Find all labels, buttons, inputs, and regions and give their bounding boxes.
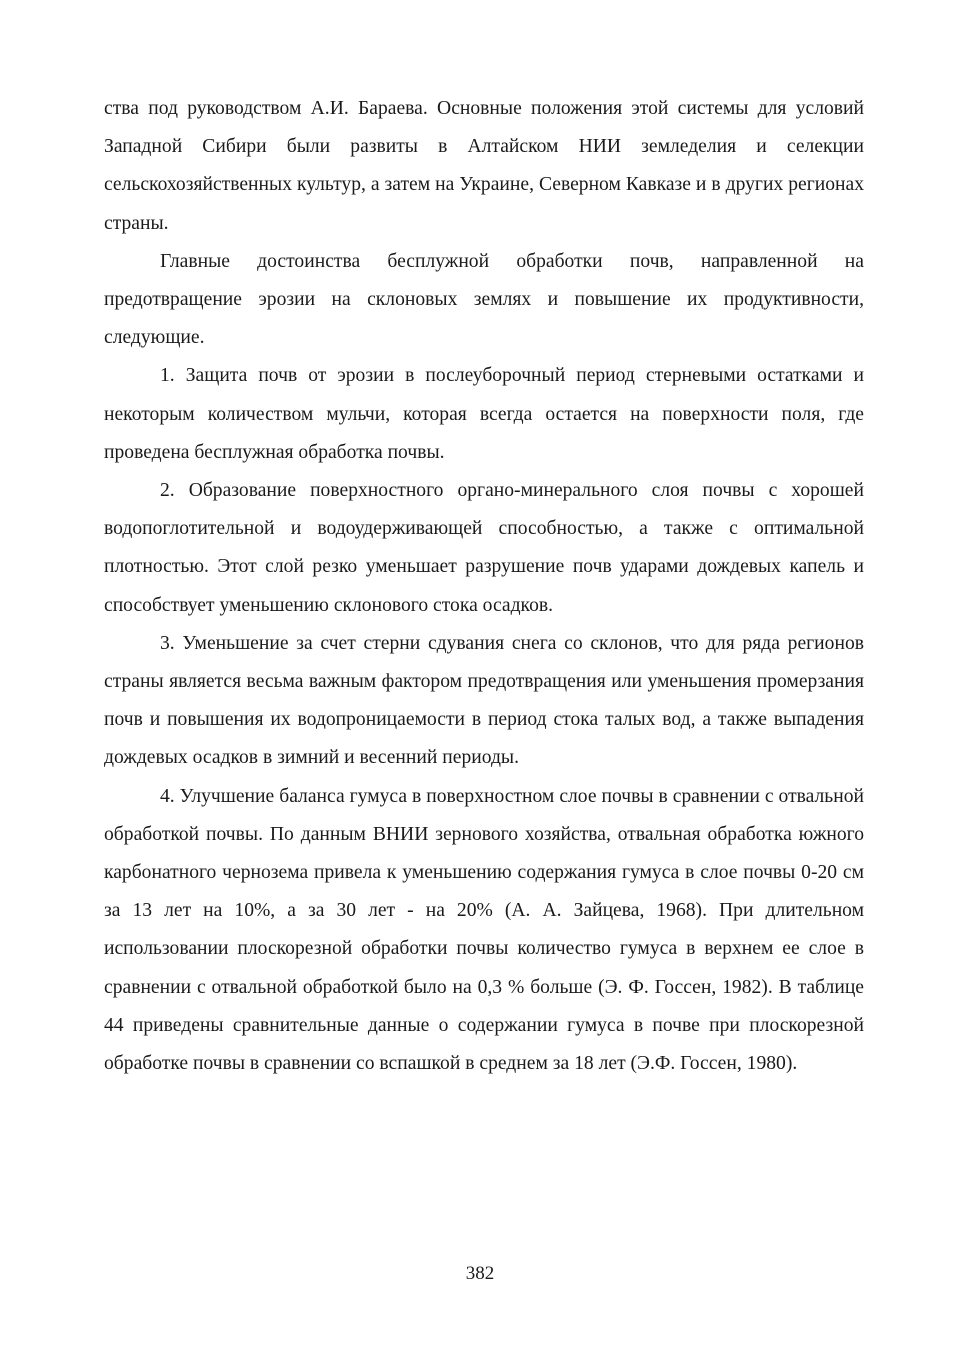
paragraph-continuation: ства под руководством А.И. Бараева. Основные положения этой системы для условий Западной Сибири были развиты в Алтайском НИИ земледелия и селекции сельскохозяйственных культур, а затем на Украине, Северном Кавказе и в других регионах страны. <box>104 98 864 234</box>
paragraph-item-2: 2. Образование поверхностного органо-минерального слоя почвы с хорошей водопоглотительной и водоудерживающей способностью, а также с оптимальной плотностью. Этот слой резко уменьшает разрушение почв ударами дождевых капель и способствует уменьшению склонового стока осадков. <box>104 480 864 616</box>
paragraph-item-3: 3. Уменьшение за счет стерни сдувания снега со склонов, что для ряда регионов страны является весьма важным фактором предотвращения или уменьшения промерзания почв и повышения их водопроницаемости в период стока талых вод, а также выпадения дождевых осадков в зимний и весенний периоды. <box>104 632 864 769</box>
page-number: 382 <box>465 1263 495 1284</box>
paragraph-item-4: 4. Улучшение баланса гумуса в поверхностном слое почвы в сравнении с отвальной обработкой почвы. По данным ВНИИ зернового хозяйства, отвальная обработка южного карбонатного чернозема привела к уменьшению содержания гумуса в слое почвы 0-20 см за 13 лет на 10%, а за 30 лет - на 20% (А. А. Зайцева, 1968). При длительном использовании плоскорезной обработки почвы количество гумуса в верхнем ее слое в сравнении с отвальной обработкой было на 0,3 % больше (Э. Ф. Госсен, 1982). В таблице 44 приведены сравнительные данные о содержании гумуса в почве при плоскорезной обработке почвы в сравнении со вспашкой в среднем за 18 лет (Э.Ф. Госсен, 1980). <box>104 785 864 1075</box>
paragraph-item-1: 1. Защита почв от эрозии в послеуборочный период стерневыми остатками и некоторым количеством мульчи, которая всегда остается на поверхности поля, где проведена бесплужная обработка почвы. <box>104 365 864 463</box>
body-text <box>104 90 864 1083</box>
paragraph-advantages-intro: Главные достоинства бесплужной обработки почв, направленной на предотвращение эрозии на склоновых землях и повышение их продуктивности, следующие. <box>104 250 864 349</box>
